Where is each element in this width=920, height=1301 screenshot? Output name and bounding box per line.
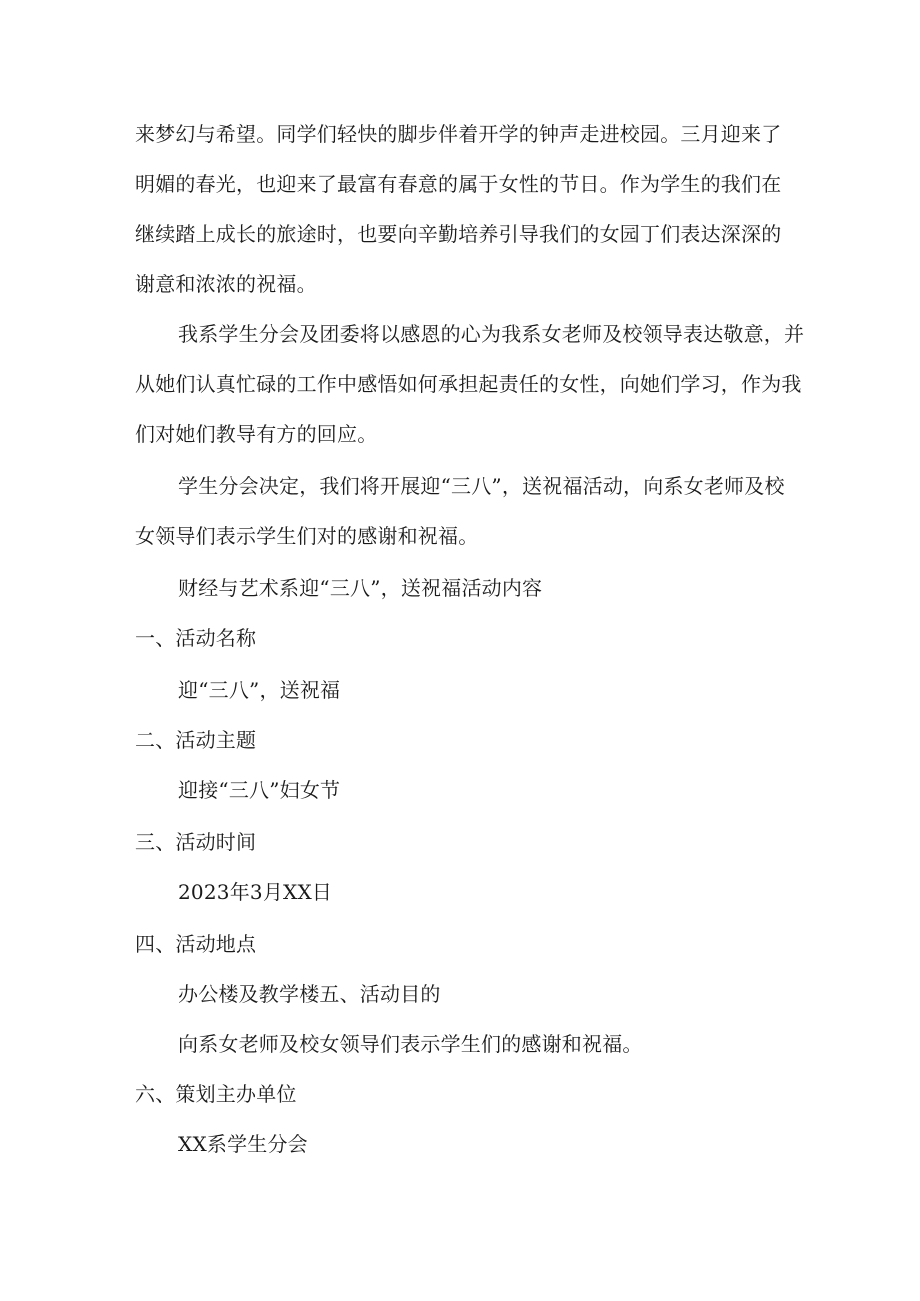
paragraph-3-line-2: 女领导们表示学生们对的感谢和祝福。 [135,524,479,548]
section-body-organizer: XX系学生分会 [178,1132,308,1156]
section-body-time: 2023年3月XX日 [178,880,333,904]
paragraph-1-line-3: 继续踏上成长的旅途时，也要向辛勤培养引导我们的女园丁们表达深深的 [135,222,782,246]
section-body-purpose: 向系女老师及校女领导们表示学生们的感谢和祝福。 [178,1032,643,1056]
section-heading-time: 三、活动时间 [135,830,257,854]
paragraph-1-line-2: 明媚的春光，也迎来了最富有春意的属于女性的节日。作为学生的我们在 [135,172,782,196]
paragraph-2-line-2: 从她们认真忙碌的工作中感悟如何承担起责任的女性，向她们学习，作为我 [135,372,802,396]
paragraph-2-line-1: 我系学生分会及团委将以感恩的心为我系女老师及校领导表达敬意，并 [178,322,805,346]
paragraph-3-line-1: 学生分会决定，我们将开展迎“三八”，送祝福活动，向系女老师及校 [178,474,785,498]
section-heading-name: 一、活动名称 [135,626,257,650]
paragraph-2-line-3: 们对她们教导有方的回应。 [135,422,378,446]
section-body-place: 办公楼及教学楼五、活动目的 [178,982,441,1006]
section-heading-organizer: 六、策划主办单位 [135,1082,297,1106]
content-title: 财经与艺术系迎“三八”，送祝福活动内容 [178,576,543,600]
section-body-name: 迎“三八”，送祝福 [178,678,341,702]
paragraph-1-line-1: 来梦幻与希望。同学们轻快的脚步伴着开学的钟声走进校园。三月迎来了 [135,122,782,146]
section-body-theme: 迎接“三八”妇女节 [178,778,341,802]
paragraph-1-line-4: 谢意和浓浓的祝福。 [135,272,317,296]
section-heading-place: 四、活动地点 [135,932,257,956]
section-heading-theme: 二、活动主题 [135,728,257,752]
